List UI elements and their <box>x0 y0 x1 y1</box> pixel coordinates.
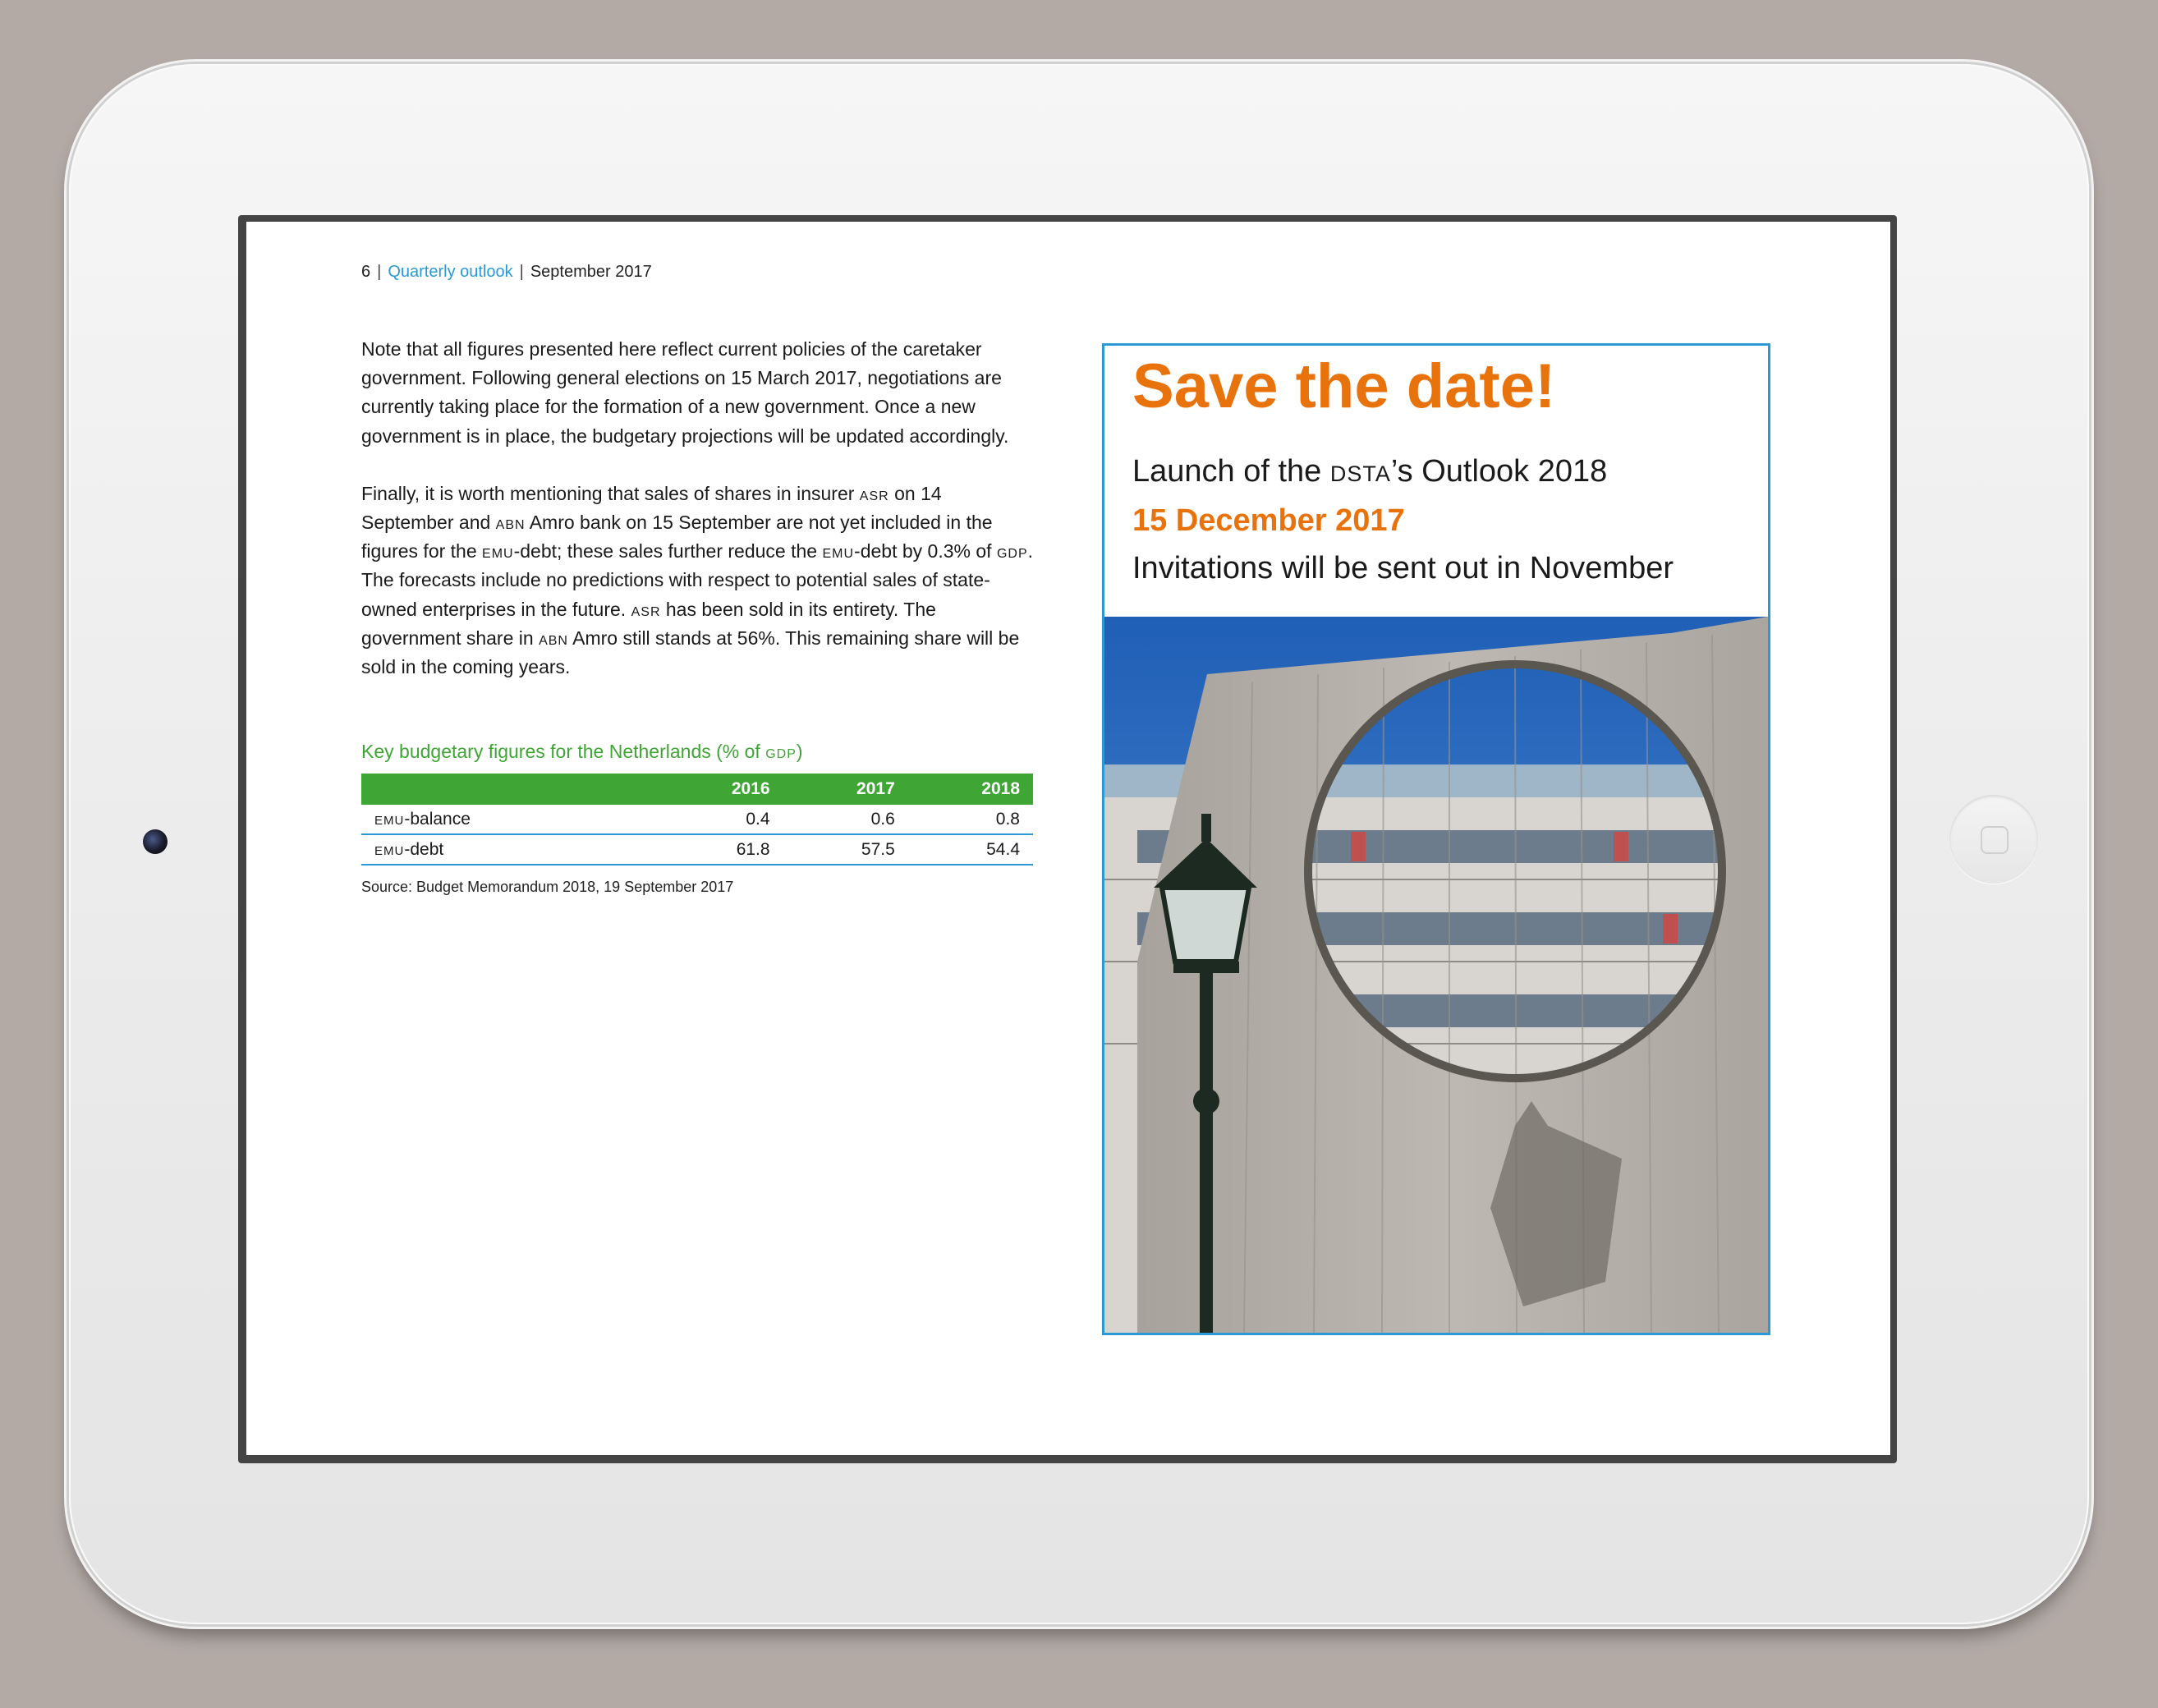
table-source: Source: Budget Memorandum 2018, 19 September 2017 <box>361 879 734 895</box>
table-row <box>361 834 1033 865</box>
column-header: 2016 <box>658 774 783 805</box>
header-separator: | <box>377 263 382 281</box>
row-label: emu-debt <box>361 834 658 865</box>
promo-invitation-line: Invitations will be sent out in November <box>1132 551 1674 585</box>
promo-title: Save the date! <box>1132 351 1556 421</box>
publication-title[interactable]: Quarterly outlook <box>388 263 513 281</box>
table-cell: 0.6 <box>783 805 908 834</box>
page-number: 6 <box>361 263 371 281</box>
home-button[interactable] <box>1949 795 2038 884</box>
body-text <box>361 335 1035 710</box>
photo-concrete-arch-lamp-icon <box>1104 617 1768 1333</box>
camera-icon <box>143 829 168 854</box>
page-header <box>361 263 652 282</box>
document-page <box>246 222 1890 1455</box>
table-row <box>361 805 1033 834</box>
budget-table <box>361 774 1033 865</box>
column-header <box>361 774 658 805</box>
save-the-date-box <box>1102 343 1770 1335</box>
table-cell: 61.8 <box>658 834 783 865</box>
table-cell: 0.4 <box>658 805 783 834</box>
promo-event-line: Launch of the dsta’s Outlook 2018 <box>1132 454 1608 489</box>
paragraph: Note that all figures presented here reflect current policies of the caretaker government. Following general elections on 15 March 2017, negotiations are currently taking place for the formation of a new government. Once a new government is in place, the budgetary projections will be updated accordingly. <box>361 338 1009 447</box>
table-header-row <box>361 774 1033 805</box>
home-square-icon <box>1981 826 2009 854</box>
promo-date: 15 December 2017 <box>1132 503 1405 538</box>
header-separator: | <box>519 263 524 281</box>
table-cell: 57.5 <box>783 834 908 865</box>
row-label: emu-balance <box>361 805 658 834</box>
paragraph: Finally, it is worth mentioning that sales of shares in insurer asr on 14 September and abn Amro bank on 15 September are not yet included in the figures for the emu-debt; these sales further reduce the emu-debt by 0.3% of gdp. The forecasts include no predictions with respect to potential sales of state-owned enterprises in the future. asr has been sold in its entirety. The government share in abn Amro still stands at 56%. This remaining share will be sold in the coming years. <box>361 482 1033 678</box>
publication-date: September 2017 <box>530 263 652 281</box>
column-header: 2017 <box>783 774 908 805</box>
table-cell: 0.8 <box>908 805 1033 834</box>
column-header: 2018 <box>908 774 1033 805</box>
table-title: Key budgetary figures for the Netherlands (% of gdp) <box>361 741 803 762</box>
table-cell: 54.4 <box>908 834 1033 865</box>
